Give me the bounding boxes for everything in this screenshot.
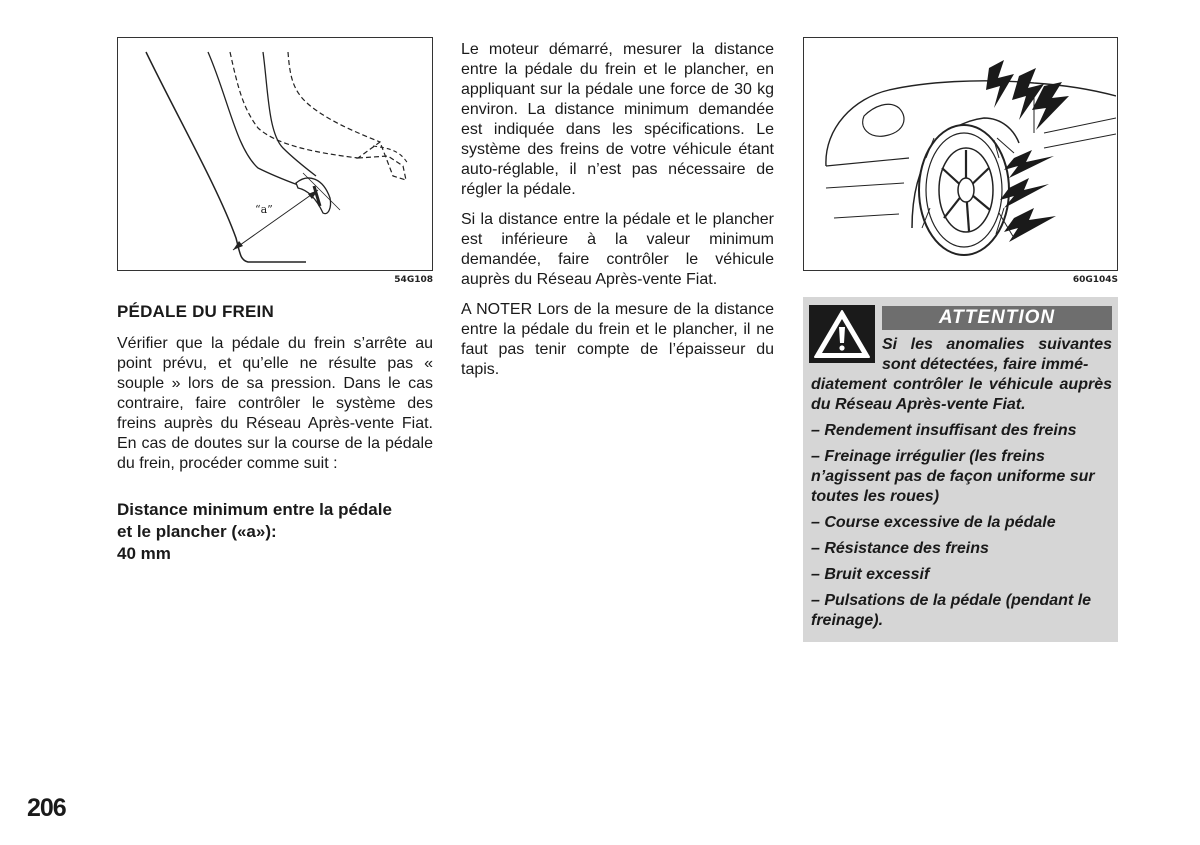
attention-title: ATTENTION	[882, 306, 1112, 330]
page-number: 206	[27, 794, 66, 822]
spec-value: 40 mm	[117, 544, 171, 563]
spec-line-1: Distance minimum entre la pédale	[117, 500, 392, 519]
spec-line-2: et le plancher («a»):	[117, 522, 277, 541]
warning-icon	[809, 305, 875, 363]
wheel-noise-drawing	[804, 38, 1116, 269]
figure-right-code: 60G104S	[1072, 275, 1118, 285]
attention-intro-b: diatement contrôler le véhicule auprès du Réseau Après-vente Fiat.	[811, 376, 1112, 413]
attention-list	[811, 421, 1112, 637]
distance-a-label: “a”	[255, 203, 273, 216]
brake-pedal-figure	[117, 37, 433, 271]
attention-item: – Rendement insuffisant des freins	[811, 422, 1077, 439]
col2-text	[461, 40, 774, 390]
attention-item: – Bruit excessif	[811, 566, 930, 583]
brake-pedal-drawing	[118, 38, 431, 269]
section-title: PÉDALE DU FREIN	[117, 302, 274, 321]
attention-item: – Résistance des freins	[811, 540, 989, 557]
spec-block	[117, 499, 437, 565]
attention-intro-a: Si les anomalies suivantes sont détectées, faire immé-	[882, 336, 1112, 373]
col2-paragraph-1: Le moteur démarré, mesurer la distance entre la pédale du frein et le plancher, en appliquant sur la pédale une force de 30 kg environ. La distance minimum demandée est indiquée dans les spécifications. Le système des freins de votre véhicule étant auto-réglable, il n’est pas nécessaire de régler la pédale.	[461, 41, 774, 198]
attention-item: – Pulsations de la pédale (pendant le freinage).	[811, 592, 1092, 629]
wheel-noise-figure	[803, 37, 1118, 271]
col1-paragraph: Vérifier que la pédale du frein s’arrête au point prévu, et qu’elle ne résulte pas « souple » lors de sa pression. Dans le cas contraire, faire contrôler le système des freins auprès du Réseau Après-vente Fiat. En cas de doutes sur la course de la pédale du frein, procéder comme suit :	[117, 335, 433, 472]
col1-text	[117, 334, 433, 484]
figure-left-code: 54G108	[394, 275, 433, 285]
col2-paragraph-2: Si la distance entre la pédale et le plancher est inférieure à la valeur minimum demandée, faire contrôler le véhicule auprès du Réseau Après-vente Fiat.	[461, 211, 774, 288]
col2-paragraph-3: A NOTER Lors de la mesure de la distance entre la pédale du frein et le plancher, il ne faut pas tenir compte de l’épaisseur du tapis.	[461, 301, 774, 378]
attention-box	[803, 297, 1118, 642]
attention-item: – Freinage irrégulier (les freins n’agissent pas de façon uniforme sur toutes les roues)	[811, 448, 1095, 505]
attention-item: – Course excessive de la pédale	[811, 514, 1056, 531]
